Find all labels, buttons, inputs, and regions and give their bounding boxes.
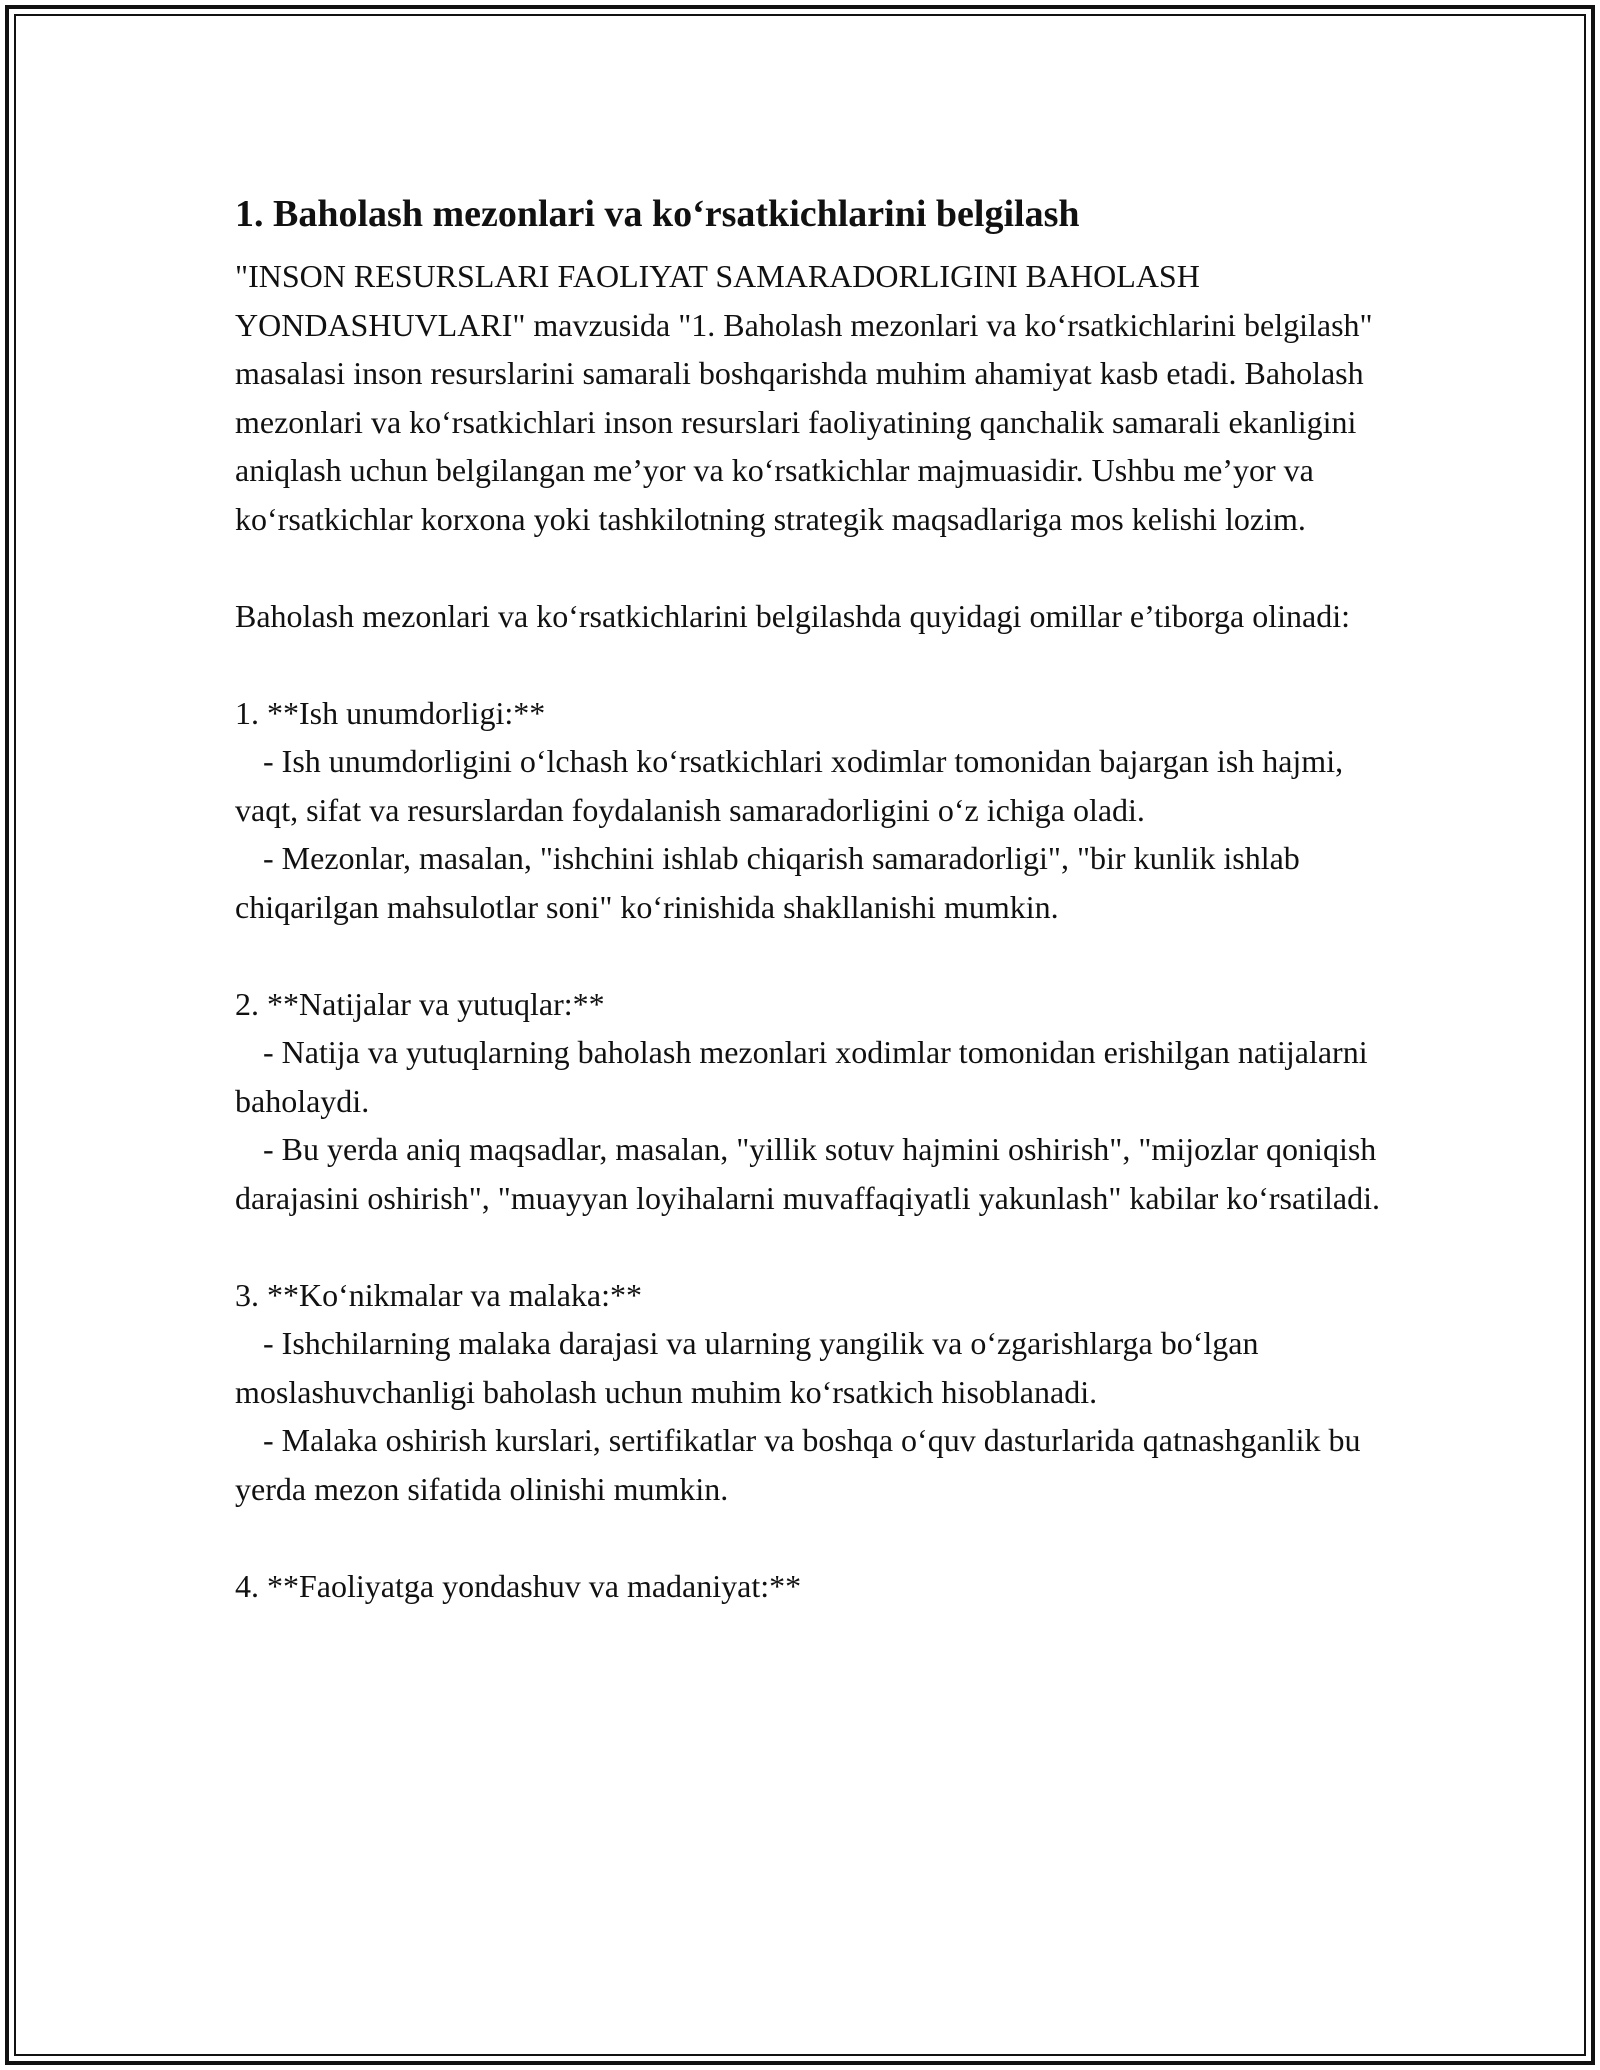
paragraph-gap: [235, 931, 1385, 980]
list-item: [235, 980, 1385, 1223]
list-item-bullet: - Ish unumdorligini o‘lchash ko‘rsatkichlari xodimlar tomonidan bajargan ish hajmi, vaqt, sifat va resurslardan foydalanish samaradorligini o‘z ichiga oladi.: [235, 743, 1344, 828]
list-item: [235, 1271, 1385, 1514]
list-item-title: 1. **Ish unumdorligi:**: [235, 694, 546, 731]
list-item-bullet: - Bu yerda aniq maqsadlar, masalan, "yillik sotuv hajmini oshirish", "mijozlar qoniqish darajasini oshirish", "muayyan loyihalarni muvaffaqiyatli yakunlash" kabilar ko‘rsatiladi.: [235, 1131, 1380, 1216]
list-item: [235, 689, 1385, 932]
section-heading: 1. Baholash mezonlari va ko‘rsatkichlarini belgilash: [235, 193, 1080, 235]
paragraph-gap: [235, 543, 1385, 592]
list-item-bullet: - Natija va yutuqlarning baholash mezonlari xodimlar tomonidan erishilgan natijalarni baholaydi.: [235, 1034, 1368, 1119]
paragraph-gap: [235, 1222, 1385, 1271]
paragraph-gap: [235, 1513, 1385, 1562]
criteria-list: [235, 640, 1385, 1610]
list-item-bullet: - Mezonlar, masalan, "ishchini ishlab chiqarish samaradorligi", "bir kunlik ishlab chiqarilgan mahsulotlar soni" ko‘rinishida shakllanishi mumkin.: [235, 840, 1300, 925]
intro-paragraph: "INSON RESURSLARI FAOLIYAT SAMARADORLIGINI BAHOLASH YONDASHUVLARI" mavzusida "1. Baholash mezonlari va ko‘rsatkichlarini belgilash" masalasi inson resurslarini samarali boshqarishda muhim ahamiyat kasb etadi. Baholash mezonlari va ko‘rsatkichlari inson resurslari faoliyatining qanchalik samarali ekanligini aniqlash uchun belgilangan me’yor va ko‘rsatkichlar majmuasidir. Ushbu me’yor va ko‘rsatkichlar korxona yoki tashkilotning strategik maqsadlariga mos kelishi lozim.: [235, 258, 1381, 537]
list-item-bullet: - Ishchilarning malaka darajasi va ularning yangilik va o‘zgarishlarga bo‘lgan moslashuvchanligi baholash uchun muhim ko‘rsatkich hisoblanadi.: [235, 1325, 1259, 1410]
list-item-title: 4. **Faoliyatga yondashuv va madaniyat:**: [235, 1567, 802, 1604]
list-item-bullet: - Malaka oshirish kurslari, sertifikatlar va boshqa o‘quv dasturlarida qatnashganlik bu yerda mezon sifatida olinishi mumkin.: [235, 1422, 1361, 1507]
document-body: [235, 182, 1385, 1610]
list-item-title: 3. **Ko‘nikmalar va malaka:**: [235, 1276, 642, 1313]
lead-paragraph: Baholash mezonlari va ko‘rsatkichlarini belgilashda quyidagi omillar e’tiborga olinadi:: [235, 597, 1350, 634]
paragraph-gap: [235, 640, 1385, 689]
list-item: [235, 1562, 1385, 1611]
list-item-title: 2. **Natijalar va yutuqlar:**: [235, 985, 605, 1022]
